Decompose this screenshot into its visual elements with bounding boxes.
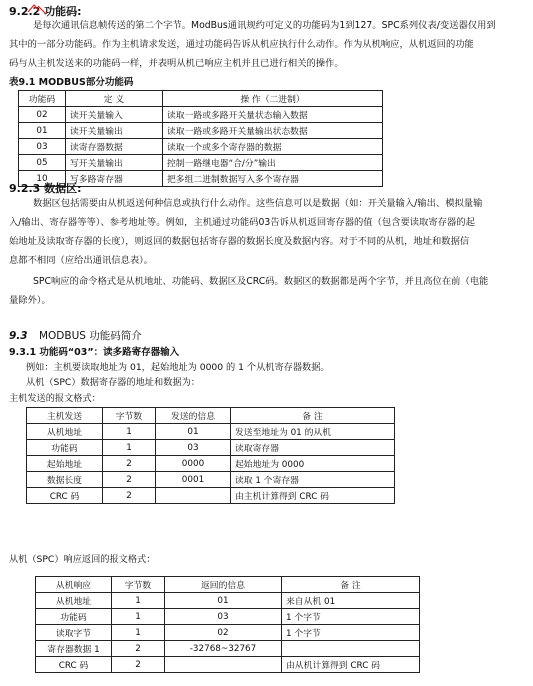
table-row (19, 123, 383, 139)
table-header-cell: 定 义 (66, 91, 163, 107)
table-cell: 寄存器数据 1 (36, 641, 112, 657)
table-cell: 把多组二进制数据写入多个寄存器 (163, 171, 383, 187)
table-cell: 2 (112, 641, 165, 657)
table-cell: 从机地址 (36, 593, 112, 609)
table-header-cell: 备 注 (282, 577, 420, 593)
funccode-heading: 9.2.2 功能码: (9, 5, 82, 18)
table-header-cell: 从机响应 (36, 577, 112, 593)
red-ink-mark (26, 2, 48, 16)
table-row (27, 424, 395, 440)
table-cell: 读开关量输入 (66, 107, 163, 123)
table-cell: 10 (19, 171, 66, 187)
data-para-2: 入/输出、寄存器等等）、参考地址等。例如，主机通过功能码03告诉从机返回寄存器的值（包含要读取寄存器的起 (9, 217, 475, 228)
table91-caption: 表9.1 MODBUS部分功能码 (9, 77, 134, 88)
table-row (27, 488, 395, 504)
table-cell: 读取一路或多路开关量状态输入数据 (163, 107, 383, 123)
table-cell: 01 (156, 424, 231, 440)
table-row (36, 657, 420, 673)
table-cell: 发送至地址为 01 的从机 (231, 424, 395, 440)
table-cell: 0001 (156, 472, 231, 488)
table-cell: 读取寄存器 (231, 440, 395, 456)
table-cell: 1 (112, 625, 165, 641)
table-row (19, 155, 383, 171)
table-cell: 1 (103, 440, 156, 456)
table-cell: 03 (156, 440, 231, 456)
table-cell: CRC 码 (27, 488, 103, 504)
table-header-cell: 字节数 (103, 408, 156, 424)
table-cell: 05 (19, 155, 66, 171)
data-para-3: 始地址及读取寄存器的长度），则返回的数据包括寄存器的数据长度及数据内容。对于不同的从机，地址和数据信 (9, 236, 470, 247)
data-section-heading: 9.2.3 数据区: (9, 182, 82, 195)
funccode-para-2: 其中的一部分功能码。作为主机请求发送，通过功能码告诉从机应执行什么动作。作为从机响应，从机返回的功能 (9, 39, 474, 50)
table-cell: 起始地址为 0000 (231, 456, 395, 472)
table-cell: 写开关量输出 (66, 155, 163, 171)
host-caption: 主机发送的报文格式： (9, 393, 101, 404)
table-cell: 02 (19, 107, 66, 123)
table-cell: 1 个字节 (282, 609, 420, 625)
slave-caption: 从机（SPC）响应返回的报文格式： (9, 554, 156, 565)
table-header-row (27, 408, 395, 424)
table-cell: 数据长度 (27, 472, 103, 488)
table-cell: 1 个字节 (282, 625, 420, 641)
table-header-cell: 发送的信息 (156, 408, 231, 424)
table-row (27, 440, 395, 456)
data-para-1: 数据区包括需要由从机返送何种信息或执行什么动作。这些信息可以是数据（如：开关量输入/输出、模拟量输 (33, 198, 483, 209)
table-row (19, 107, 383, 123)
table-cell: -32768~32767 (165, 641, 282, 657)
table-cell (156, 488, 231, 504)
table-cell: 读取一个或多个寄存器的数据 (163, 139, 383, 155)
table-cell: 读取字节 (36, 625, 112, 641)
section-9-3-title (9, 328, 142, 343)
table-cell: 1 (112, 593, 165, 609)
section-title: MODBUS 功能码简介 (38, 330, 142, 342)
table-cell: 2 (103, 488, 156, 504)
table-header-cell: 主机发送 (27, 408, 103, 424)
table-cell (165, 657, 282, 673)
table-cell: 由主机计算得到 CRC 码 (231, 488, 395, 504)
table-cell: 读取 1 个寄存器 (231, 472, 395, 488)
table-row (36, 609, 420, 625)
table-cell: 从机地址 (27, 424, 103, 440)
subsection-heading: 9.3.1 功能码“03”：读多路寄存器输入 (9, 347, 180, 358)
section-number: 9.3 (9, 330, 28, 342)
table-cell: 2 (103, 472, 156, 488)
table-cell: 01 (19, 123, 66, 139)
table-row (27, 456, 395, 472)
table-row (36, 593, 420, 609)
table-header-cell: 返回的信息 (165, 577, 282, 593)
table-cell: 功能码 (27, 440, 103, 456)
slave-message-table (35, 576, 420, 673)
table-cell: 起始地址 (27, 456, 103, 472)
table-cell: 写多路寄存器 (66, 171, 163, 187)
table-cell: 由从机计算得到 CRC 码 (282, 657, 420, 673)
table-cell: 控制一路继电器“合/分”输出 (163, 155, 383, 171)
data-para2-1: SPC响应的命令格式是从机地址、功能码、数据区及CRC码。数据区的数据都是两个字节，并且高位在前（电能 (33, 276, 489, 287)
funccode-para-1: 是每次通讯信息帧传送的第二个字节。ModBus通讯规约可定义的功能码为1到127。SPC系列仪表/变送器仅用到 (33, 20, 496, 31)
table-cell: 03 (19, 139, 66, 155)
table-header-cell: 字节数 (112, 577, 165, 593)
modbus-function-table (18, 90, 383, 187)
table-header-row (19, 91, 383, 107)
table-cell: 读开关量输出 (66, 123, 163, 139)
table-cell: 来自从机 01 (282, 593, 420, 609)
table-header-cell: 功能码 (19, 91, 66, 107)
table-header-cell: 备 注 (231, 408, 395, 424)
funccode-para-3: 码与从主机发送来的功能码一样，并表明从机已响应主机并且已进行相关的操作。 (9, 58, 344, 69)
data-para2-2: 量除外）。 (9, 295, 51, 306)
example-line-2: 从机（SPC）数据寄存器的地址和数据为： (26, 377, 200, 388)
table-cell: 0000 (156, 456, 231, 472)
table-cell: CRC 码 (36, 657, 112, 673)
table-cell: 2 (103, 456, 156, 472)
data-para-4: 息都不相同（应给出通讯信息表）。 (9, 255, 154, 266)
table-header-cell: 操 作（二进制） (163, 91, 383, 107)
table-cell (282, 641, 420, 657)
table-cell: 1 (112, 609, 165, 625)
table-cell: 01 (165, 593, 282, 609)
table-cell: 1 (103, 424, 156, 440)
table-cell: 功能码 (36, 609, 112, 625)
host-message-table (26, 407, 395, 504)
table-row (36, 625, 420, 641)
table-row (19, 139, 383, 155)
table-row (36, 641, 420, 657)
table-cell: 读取一路或多路开关量输出状态数据 (163, 123, 383, 139)
example-line-1: 例如：主机要读取地址为 01，起始地址为 0000 的 1 个从机寄存器数据。 (26, 362, 330, 373)
table-header-row (36, 577, 420, 593)
table-cell: 读寄存器数据 (66, 139, 163, 155)
table-cell: 02 (165, 625, 282, 641)
table-row (27, 472, 395, 488)
table-cell: 03 (165, 609, 282, 625)
table-cell: 2 (112, 657, 165, 673)
